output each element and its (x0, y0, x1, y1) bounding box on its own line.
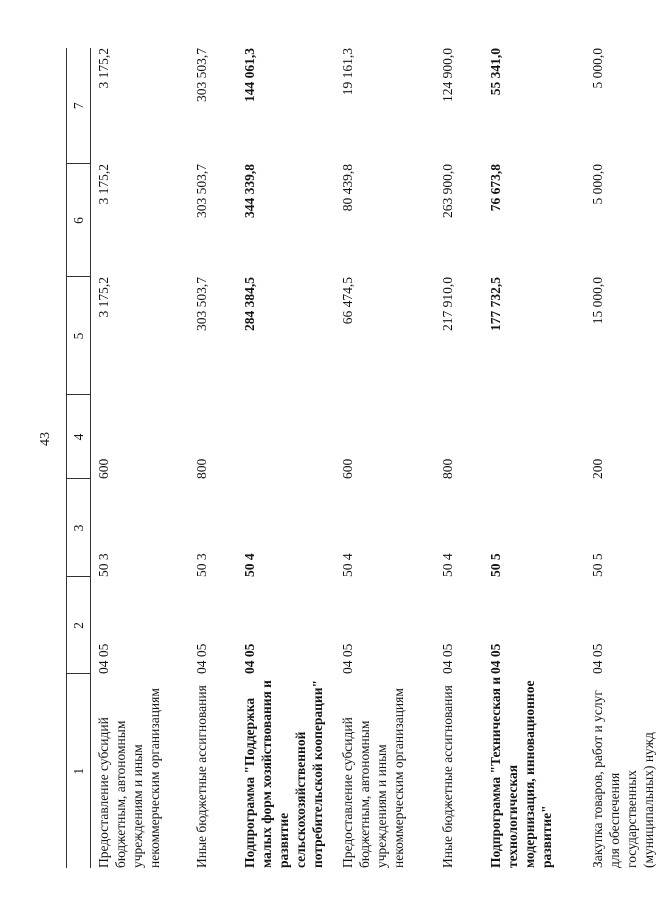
amount-year-3: 303 503,7 (194, 48, 209, 102)
row-name: Подпрограмма "Техническая и технологическая модернизация, инновационное развитие" (488, 676, 554, 868)
amount-year-3: 55 341,0 (488, 48, 503, 96)
amount-year-3: 3 175,2 (96, 48, 111, 89)
row-name: Иные бюджетные ассигнования (440, 685, 455, 868)
table-row (585, 48, 663, 868)
amount-year-2: 303 503,7 (194, 164, 209, 218)
column-header: 4 (67, 395, 91, 479)
section-code: 04 05 (340, 643, 355, 674)
section-code: 04 05 (242, 643, 257, 674)
target-article-code: 50 3 (96, 553, 111, 577)
row-name: Закупка товаров, работ и услуг для обеспечения государственных (муниципальных) нужд (590, 690, 656, 868)
column-header: 7 (67, 48, 91, 164)
target-article-code: 50 4 (440, 553, 455, 577)
row-name: Иные бюджетные ассигнования (194, 685, 209, 868)
amount-year-3: 144 061,3 (242, 48, 257, 102)
amount-year-2: 263 900,0 (440, 164, 455, 218)
target-article-code: 50 5 (590, 553, 605, 577)
amount-year-1: 15 000,0 (590, 277, 605, 325)
section-code: 04 05 (590, 643, 605, 674)
amount-year-2: 76 673,8 (488, 164, 503, 212)
section-code: 04 05 (194, 643, 209, 674)
column-header: 2 (67, 577, 91, 674)
expense-type-code (237, 395, 335, 479)
amount-year-1: 303 503,7 (194, 277, 209, 331)
section-code: 04 05 (488, 643, 503, 674)
amount-year-2: 80 439,8 (340, 164, 355, 212)
expense-type-code: 600 (340, 458, 355, 479)
section-code: 04 05 (96, 643, 111, 674)
amount-year-2: 344 339,8 (242, 164, 257, 218)
amount-year-1: 217 910,0 (440, 277, 455, 331)
amount-year-1: 177 732,5 (488, 277, 503, 331)
expense-type-code: 800 (194, 458, 209, 479)
amount-year-3: 19 161,3 (340, 48, 355, 96)
expense-type-code: 200 (590, 458, 605, 479)
column-header: 3 (67, 479, 91, 577)
amount-year-2: 3 175,2 (96, 164, 111, 205)
page-number: 43 (38, 432, 53, 446)
column-header: 1 (67, 674, 91, 868)
amount-year-1: 66 474,5 (340, 277, 355, 325)
target-article-code: 50 3 (194, 553, 209, 577)
budget-table (66, 48, 663, 868)
rotated-table-area (66, 48, 656, 868)
section-code: 04 05 (440, 643, 455, 674)
amount-year-3: 124 900,0 (440, 48, 455, 102)
amount-year-1: 284 384,5 (242, 277, 257, 331)
column-header: 6 (67, 164, 91, 277)
row-name: Предоставление субсидий бюджетным, автономным учреждениям и иным некоммерческим организациям (96, 688, 162, 868)
row-name: Подпрограмма "Поддержка малых форм хозяйствования и развитие сельскохозяйственной потребительской кооперации" (242, 680, 325, 868)
amount-year-3: 5 000,0 (590, 48, 605, 89)
table-row (189, 48, 237, 868)
amount-year-1: 3 175,2 (96, 277, 111, 318)
header-row (67, 48, 91, 868)
column-header: 5 (67, 277, 91, 395)
table-row (435, 48, 483, 868)
target-article-code: 50 4 (340, 553, 355, 577)
expense-type-code: 800 (440, 458, 455, 479)
expense-type-code (483, 395, 585, 479)
table-row (91, 48, 190, 868)
expense-type-code: 600 (96, 458, 111, 479)
target-article-code: 50 5 (488, 553, 503, 577)
amount-year-2: 5 000,0 (590, 164, 605, 205)
table-row (335, 48, 435, 868)
table-row (237, 48, 335, 868)
target-article-code: 50 4 (242, 553, 257, 577)
table-row (483, 48, 585, 868)
row-name: Предоставление субсидий бюджетным, автономным учреждениям и иным некоммерческим организациям (340, 688, 406, 868)
